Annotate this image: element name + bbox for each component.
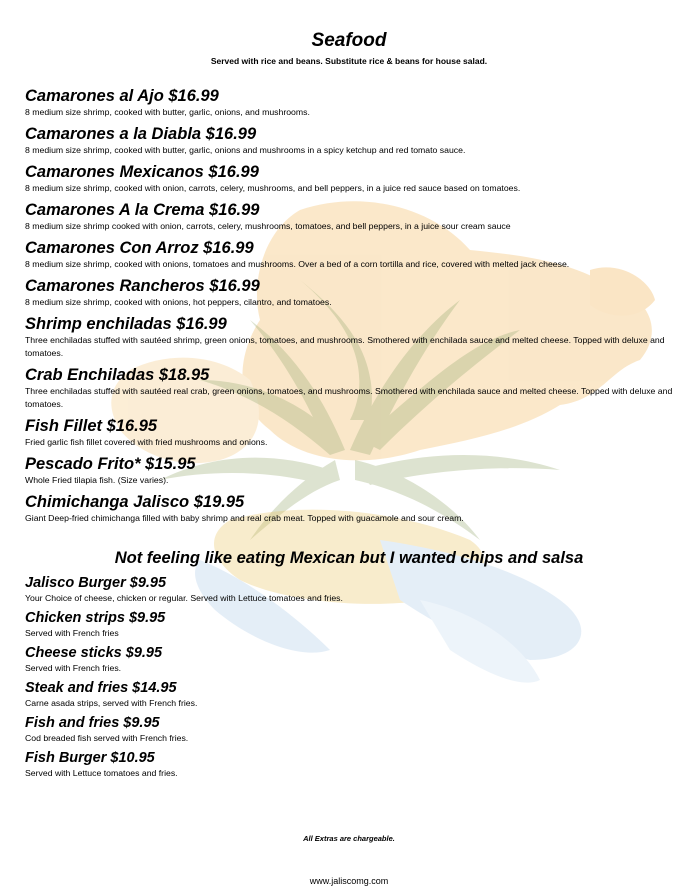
menu-item [25, 749, 683, 784]
menu-item [25, 162, 683, 200]
menu-item-name: Shrimp enchiladas $16.99 [25, 315, 227, 333]
menu-item-description: Served with French fries [25, 628, 119, 638]
menu-item-name: Fish Burger $10.95 [25, 750, 155, 766]
menu-item-description: Three enchiladas stuffed with sautéed real crab, green onions, tomatoes, and mushrooms. Smothered with enchilada sauce and melted cheese. Topped with deluxe and tomatoes. [25, 386, 673, 409]
menu-item-name: Cheese sticks $9.95 [25, 645, 163, 661]
menu-item-name: Camarones al Ajo $16.99 [25, 87, 219, 105]
menu-item-name: Jalisco Burger $9.95 [25, 575, 167, 591]
menu-item-description: 8 medium size shrimp cooked with onion, carrots, celery, mushrooms, tomatoes, and bell peppers, in a juice sour cream sauce [25, 221, 511, 231]
menu-item [25, 365, 683, 416]
menu-item [25, 86, 683, 124]
menu-item-description: Cod breaded fish served with French fries. [25, 733, 189, 743]
menu-item [25, 492, 683, 530]
menu-item-name: Camarones Con Arroz $16.99 [25, 239, 254, 257]
menu-item-description: 8 medium size shrimp, cooked with butter, garlic, onions, and mushrooms. [25, 107, 310, 117]
non-mexican-menu-list [25, 574, 683, 784]
menu-item [25, 454, 683, 492]
menu-item-description: Your Choice of cheese, chicken or regular. Served with Lettuce tomatoes and fries. [25, 593, 343, 603]
menu-item [25, 276, 683, 314]
menu-item-description: 8 medium size shrimp, cooked with onions, tomatoes and mushrooms. Over a bed of a corn tortilla and rice, covered with melted jack cheese. [25, 259, 570, 269]
extras-note: All Extras are chargeable. [303, 834, 395, 843]
menu-item [25, 679, 683, 714]
menu-item-name: Camarones a la Diabla $16.99 [25, 125, 257, 143]
menu-item-description: Served with French fries. [25, 663, 122, 673]
menu-item-name: Camarones Rancheros $16.99 [25, 277, 260, 295]
menu-item-description: Served with Lettuce tomatoes and fries. [25, 768, 178, 778]
menu-item-description: 8 medium size shrimp, cooked with onion, carrots, celery, mushrooms, and bell peppers, in a juice red sauce based on tomatoes. [25, 183, 521, 193]
menu-item-description: Fried garlic fish fillet covered with fried mushrooms and onions. [25, 437, 268, 447]
section-subtitle-seafood: Served with rice and beans. Substitute rice & beans for house salad. [210, 56, 488, 66]
menu-item [25, 416, 683, 454]
menu-item [25, 314, 683, 365]
seafood-menu-list [25, 86, 683, 530]
menu-item-name: Chimichanga Jalisco $19.95 [25, 493, 245, 511]
menu-item-name: Crab Enchiladas $18.95 [25, 366, 210, 384]
menu-item-description: 8 medium size shrimp, cooked with butter, garlic, onions and mushrooms in a spicy ketchup and red tomato sauce. [25, 145, 466, 155]
menu-item-name: Camarones Mexicanos $16.99 [25, 163, 259, 181]
section-title-seafood: Seafood [311, 30, 387, 51]
menu-item [25, 644, 683, 679]
section-title-non-mexican: Not feeling like eating Mexican but I wanted chips and salsa [114, 549, 584, 567]
menu-item-description: Whole Fried tilapia fish. (Size varies). [25, 475, 169, 485]
menu-item [25, 609, 683, 644]
menu-item-name: Steak and fries $14.95 [25, 680, 177, 696]
menu-item [25, 124, 683, 162]
menu-item-description: Giant Deep-fried chimichanga filled with baby shrimp and real crab meat. Topped with guacamole and sour cream. [25, 513, 464, 523]
menu-item-description: Three enchiladas stuffed with sautéed shrimp, green onions, tomatoes, and mushrooms. Smothered with enchilada sauce and melted cheese. Topped with deluxe and tomatoes. [25, 335, 665, 358]
menu-item-name: Camarones A la Crema $16.99 [25, 201, 260, 219]
menu-item [25, 574, 683, 609]
menu-item-description: 8 medium size shrimp, cooked with onions, hot peppers, cilantro, and tomatoes. [25, 297, 332, 307]
menu-item-name: Fish and fries $9.95 [25, 715, 160, 731]
menu-item [25, 714, 683, 749]
menu-item-name: Fish Fillet $16.95 [25, 417, 158, 435]
menu-item-name: Chicken strips $9.95 [25, 610, 166, 626]
menu-item [25, 238, 683, 276]
menu-item-name: Pescado Frito* $15.95 [25, 455, 196, 473]
menu-item-description: Carne asada strips, served with French fries. [25, 698, 198, 708]
menu-item [25, 200, 683, 238]
website-url: www.jaliscomg.com [309, 876, 389, 886]
